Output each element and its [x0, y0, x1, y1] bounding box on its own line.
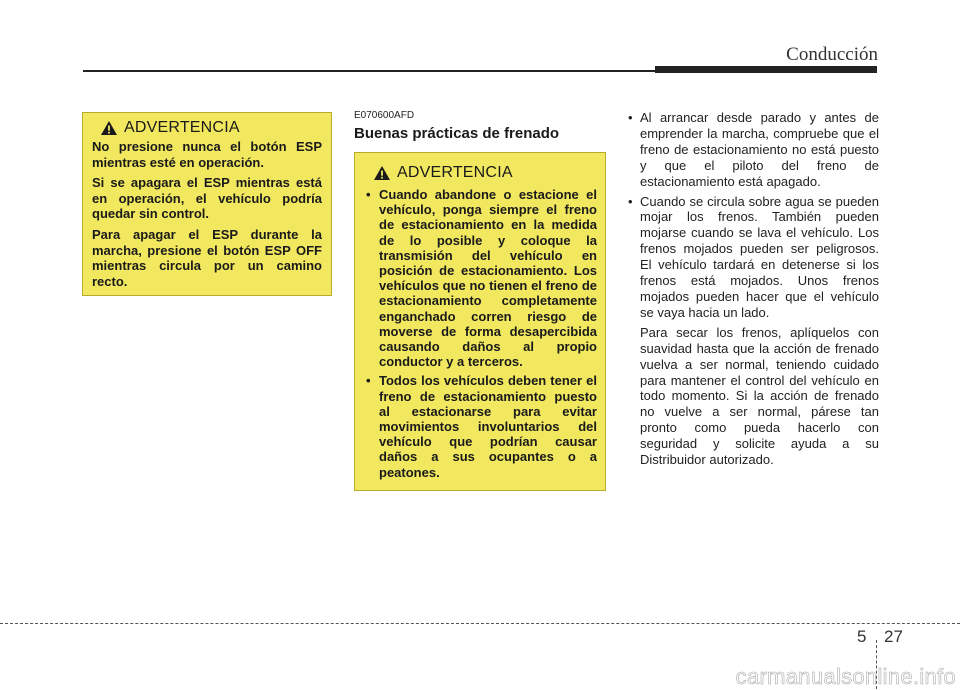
section-title: Buenas prácticas de frenado	[354, 125, 560, 142]
warning-title: ADVERTENCIA	[397, 164, 513, 181]
page-number: 27	[884, 627, 903, 646]
warning-bullet-list	[365, 187, 597, 480]
warning-paragraph: Si se apagara el ESP mientras está en operación, el vehículo podría quedar sin control.	[92, 175, 322, 222]
braking-tip-item	[626, 194, 879, 468]
section-code: E070600AFD	[354, 110, 415, 121]
footer-rule	[0, 623, 960, 624]
page-header-title: Conducción	[786, 44, 878, 65]
warning-header	[373, 164, 597, 182]
bullet-mark: •	[628, 193, 633, 209]
warning-paragraph: Para apagar el ESP durante la marcha, presione el botón ESP OFF mientras circula por un camino recto.	[92, 226, 322, 289]
warning-bullet-item: • Todos los vehículos deben tener el freno de estacionamiento puesto al estacionarse para evitar movimientos involuntarios del vehículo que podrían causar daños a sus ocupantes o a peatones.	[365, 373, 597, 479]
chapter-number: 5	[857, 627, 867, 646]
warning-box-parking-brake	[354, 152, 606, 491]
braking-tip-paragraph: Para secar los frenos, aplíquelos con suavidad hasta que la acción de frenado vuelva a ser normal, teniendo cuidado para mantener el control del vehículo en todo momento. Si la acción de frenado no vuelve a ser normal, párese tan pronto como pueda hacerlo con seguridad y solicite ayuda a su Distribuidor autorizado.	[640, 324, 879, 468]
braking-tip-item	[626, 110, 879, 190]
watermark: carmanualsonline.info	[735, 664, 956, 689]
braking-tips-column	[626, 110, 879, 472]
warning-triangle-icon	[100, 120, 118, 136]
braking-tip-paragraph: Al arrancar desde parado y antes de emprender la marcha, compruebe que el freno de estacionamiento no está puesto y que el piloto del freno de estacionamiento está apagado.	[640, 110, 879, 189]
warning-triangle-icon	[373, 165, 391, 181]
header-bar	[655, 66, 877, 73]
warning-header	[100, 119, 322, 137]
braking-tip-paragraph: Cuando se circula sobre agua se pueden mojar los frenos. También pueden mojarse cuando se lava el vehículo. Los frenos mojados pueden ser peligrosos. El vehículo tardará en detenerse si los frenos está mojados. Unos frenos mojados pueden hacer que el vehículo se vaya hacia un lado.	[640, 193, 879, 320]
bullet-mark: •	[628, 110, 633, 125]
warning-title: ADVERTENCIA	[124, 119, 240, 136]
warning-paragraph: No presione nunca el botón ESP mientras esté en operación.	[92, 139, 322, 170]
warning-box-esp	[82, 112, 332, 296]
warning-bullet-item: • Cuando abandone o estacione el vehículo, ponga siempre el freno de estacionamiento en la medida de lo posible y coloque la transmisión del vehículo en posición de estacionamiento. Los vehículos que no tienen el freno de estacionamiento completamente enganchado corren riesgo de moverse de forma desapercibida causando daños al propio conductor y a terceros.	[365, 187, 597, 369]
header-rule	[83, 70, 655, 72]
